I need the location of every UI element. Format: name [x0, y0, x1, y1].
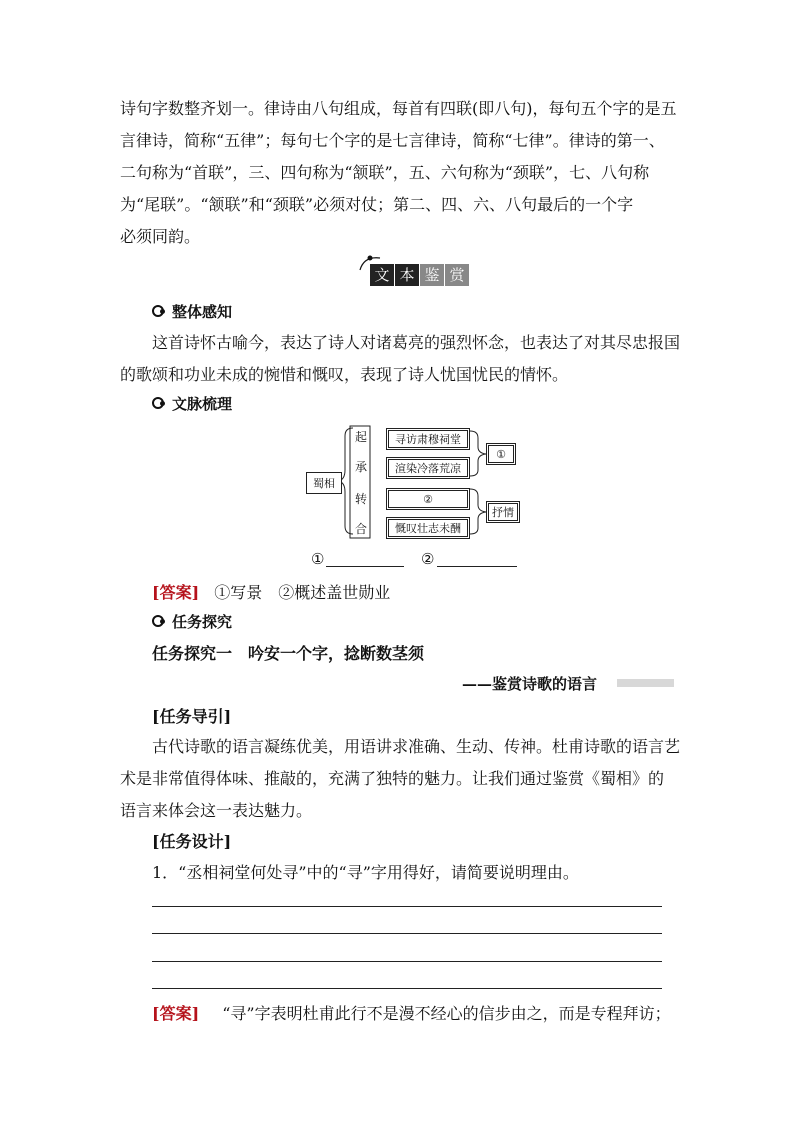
answer-text: “寻”字表明杜甫此行不是漫不经心的信步由之，而是专程拜访； — [222, 1004, 671, 1023]
blank-label: ② — [421, 550, 435, 568]
intro-line: 诗句字数整齐划一。律诗由八句组成，每首有四联(即八句)，每句五个字的是五 — [120, 99, 677, 118]
section-title: 文脉梳理 — [172, 394, 233, 413]
diagram-stage: 承 — [355, 460, 368, 474]
guide-line: 术是非常值得体味、推敲的，充满了独特的魅力。让我们通过鉴赏《蜀相》的 — [120, 769, 665, 788]
section-title: 整体感知 — [172, 302, 233, 321]
answer-tag: [答案] — [152, 1004, 200, 1023]
guide-line: 语言来体会这一表达魅力。 — [120, 801, 313, 820]
answer-text: ①写景 ②概述盖世勋业 — [214, 583, 391, 602]
section-heading-overall — [152, 301, 232, 321]
section-bullet-icon — [152, 397, 164, 409]
section1-line: 的歌颂和功业未成的惋惜和慨叹，表现了诗人忧国忧民的情怀。 — [120, 365, 569, 384]
design-label: [任务设计] — [152, 832, 232, 851]
diagram-stage: 转 — [355, 492, 368, 506]
banner-char: 本 — [395, 264, 419, 286]
intro-line: 必须同韵。 — [120, 227, 201, 246]
task-title: 任务探究一 吟安一个字，捻断数茎须 — [152, 644, 425, 663]
answer-writing-line — [152, 906, 662, 907]
section-heading-structure — [152, 393, 232, 413]
blank-line — [437, 566, 517, 567]
section1-line: 这首诗怀古喻今，表达了诗人对诸葛亮的强烈怀念，也表达了对其尽忠报国 — [152, 333, 681, 352]
intro-line: 二句称为“首联”，三、四句称为“颔联”，五、六句称为“颈联”，七、八句称 — [120, 163, 650, 182]
answer-writing-line — [152, 933, 662, 934]
intro-line: 为“尾联”。“颔联”和“颈联”必须对仗；第二、四、六、八句最后的一个字 — [120, 195, 634, 214]
guide-line: 古代诗歌的语言凝练优美，用语讲求准确、生动、传神。杜甫诗歌的语言艺 — [152, 737, 681, 756]
question-text: 1．“丞相祠堂何处寻”中的“寻”字用得好，请简要说明理由。 — [152, 863, 579, 882]
diagram-stage: 合 — [355, 522, 368, 536]
answer-row — [152, 580, 390, 603]
diagram-group-box-blank: ① — [486, 443, 516, 465]
diagram-item-box-blank: ② — [386, 488, 470, 510]
diagram-item-box: 寻访肃穆祠堂 — [386, 428, 470, 450]
subtitle-bar — [617, 679, 674, 687]
section-bullet-icon — [152, 615, 164, 627]
banner-char: 鉴 — [420, 264, 444, 286]
banner-text-appreciation — [370, 264, 470, 288]
diagram-group-box: 抒情 — [486, 501, 520, 523]
section-title: 任务探究 — [172, 612, 233, 631]
blank-line — [326, 566, 404, 567]
banner-char: 文 — [370, 264, 394, 286]
answer-row — [152, 1001, 671, 1024]
blank-label: ① — [311, 550, 325, 568]
banner-char: 赏 — [445, 264, 469, 286]
section-bullet-icon — [152, 305, 164, 317]
section-heading-task — [152, 611, 232, 631]
diagram-item-box: 慨叹壮志未酬 — [386, 517, 470, 539]
intro-line: 言律诗，简称“五律”；每句七个字的是七言律诗，简称“七律”。律诗的第一、 — [120, 131, 665, 150]
answer-writing-line — [152, 988, 662, 989]
diagram-stage: 起 — [355, 430, 368, 444]
guide-label: [任务导引] — [152, 707, 232, 726]
answer-tag: [答案] — [152, 583, 200, 602]
task-subtitle: ——鉴赏诗歌的语言 — [462, 675, 598, 693]
answer-writing-line — [152, 961, 662, 962]
diagram-item-box: 渲染冷落荒凉 — [386, 457, 470, 479]
diagram-root-box: 蜀相 — [306, 472, 342, 494]
